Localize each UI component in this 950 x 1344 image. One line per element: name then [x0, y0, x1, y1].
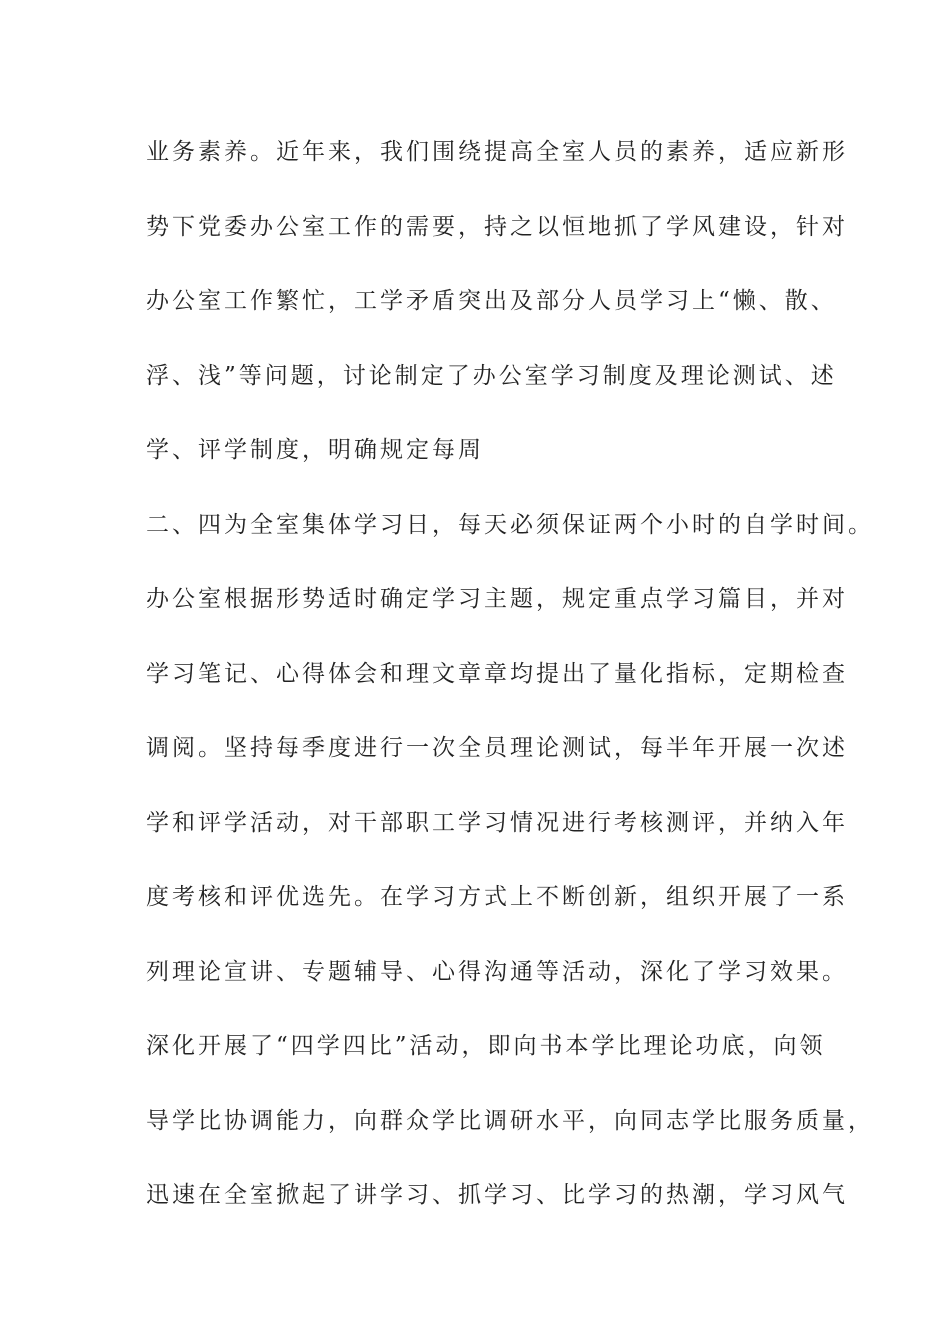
- text-line: 度考核和评优选先。在学习方式上不断创新，组织开展了一系: [146, 884, 848, 910]
- text-line: 浮、浅”等问题，讨论制定了办公室学习制度及理论测试、述: [146, 362, 837, 389]
- text-line: 办公室工作繁忙，工学矛盾突出及部分人员学习上“懒、散、: [146, 288, 837, 314]
- text-line: 迅速在全室掀起了讲学习、抓学习、比学习的热潮，学习风气: [146, 1182, 848, 1208]
- body-text: [146, 130, 874, 1248]
- text-line: 办公室根据形势适时确定学习主题，规定重点学习篇目，并对: [146, 586, 848, 612]
- text-line: 势下党委办公室工作的需要，持之以恒地抓了学风建设，针对: [146, 213, 848, 240]
- text-line: 导学比协调能力，向群众学比调研水平，向同志学比服务质量，: [146, 1107, 874, 1134]
- text-line: 业务素养。近年来，我们围绕提高全室人员的素养，适应新形: [146, 139, 848, 165]
- text-line: 学、评学制度，明确规定每周: [146, 437, 484, 463]
- text-line: 列理论宣讲、专题辅导、心得沟通等活动，深化了学习效果。: [146, 958, 848, 985]
- text-line: 学习笔记、心得体会和理文章章均提出了量化指标，定期检查: [146, 660, 848, 687]
- text-line: 学和评学活动，对干部职工学习情况进行考核测评，并纳入年: [146, 809, 848, 836]
- text-line: 调阅。坚持每季度进行一次全员理论测试，每半年开展一次述: [146, 735, 848, 761]
- text-line: 二、四为全室集体学习日，每天必须保证两个小时的自学时间。: [146, 511, 874, 538]
- text-line: 深化开展了“四学四比”活动，即向书本学比理论功底，向领: [146, 1033, 826, 1059]
